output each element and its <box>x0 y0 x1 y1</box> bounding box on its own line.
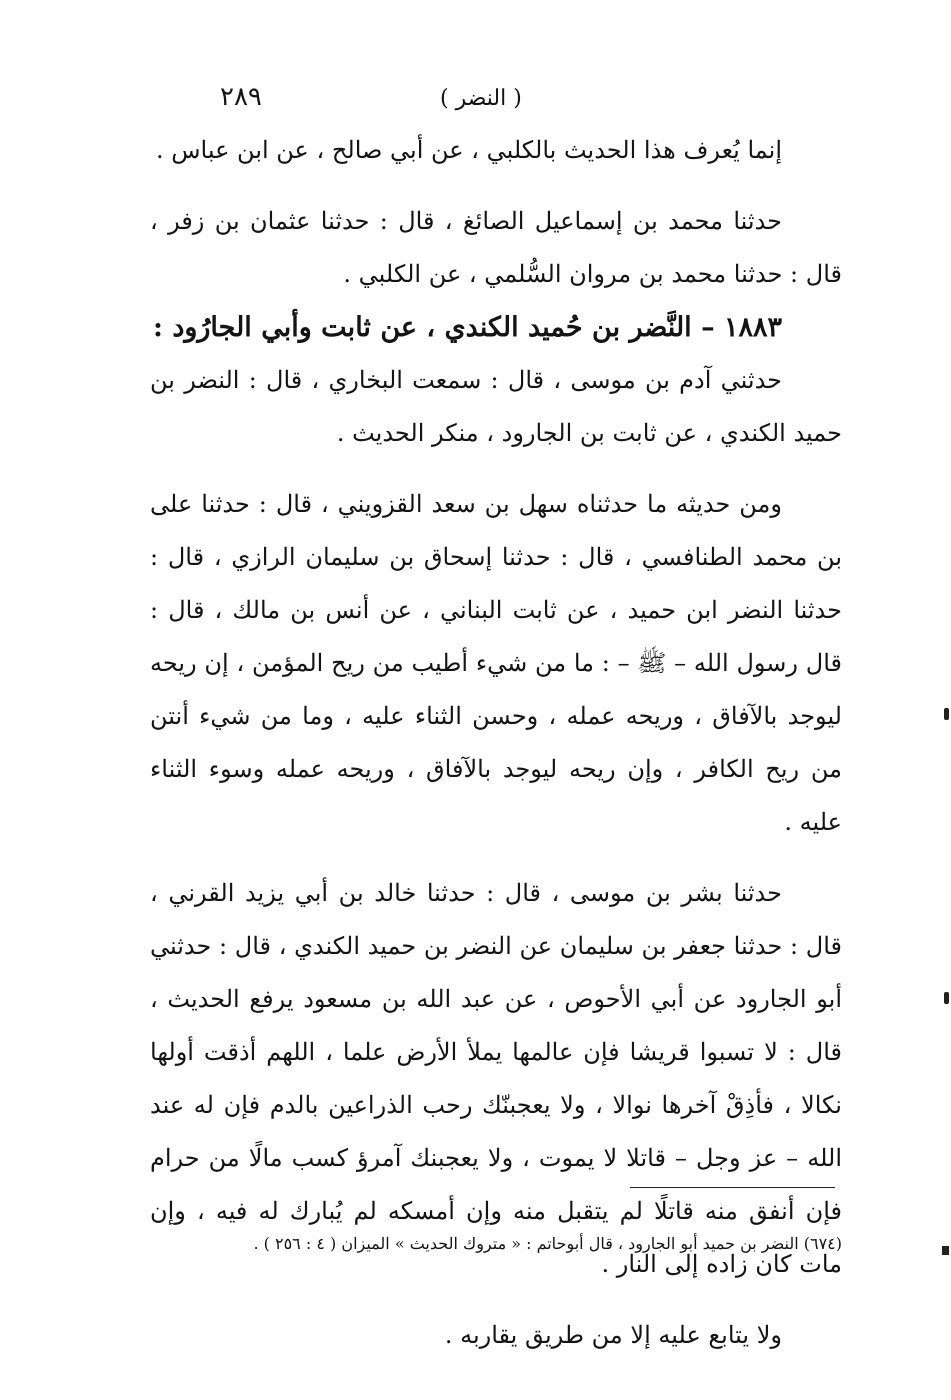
paragraph: حدثنا بشر بن موسى ، قال : حدثنا خالد بن أبي يزيد القرني ، قال : حدثنا جعفر بن سليمان عن النضر بن حميد الكندي ، قال : حدثني أبو الجارود عن أبي الأحوص ، عن عبد الله بن مسعود يرفع الحديث ، قال : لا تسبوا قريشا فإن عالمها يملأ الأرض علما ، اللهم أذقت أولها نكالا ، فأذِقْ آخرها نوالا ، ولا يعجبنّك رحب الذراعين بالدم فإن له عند الله – عز وجل – قاتلا لا يموت ، ولا يعجبنك آمرؤ كسب مالًا من حرام فإن أنفق منه قاتلًا لم يتقبل منه وإن أمسكه لم يُبارك له فيه ، وإن مات كان زاده إلى النار . <box>150 879 842 1278</box>
paragraph: حدثنا محمد بن إسماعيل الصائغ ، قال : حدثنا عثمان بن زفر ، قال : حدثنا محمد بن مروان السُّلمي ، عن الكلبي . <box>150 207 842 288</box>
main-text <box>150 124 842 1362</box>
scan-margin-mark <box>944 992 949 1004</box>
page-number: ٢٨٩ <box>220 82 262 112</box>
page-header <box>150 82 840 118</box>
paragraph: ومن حديثه ما حدثناه سهل بن سعد القزويني ، قال : حدثنا على بن محمد الطنافسي ، قال : حدثنا إسحاق بن سليمان الرازي ، قال : حدثنا النضر ابن حميد ، عن ثابت البناني ، عن أنس بن مالك ، قال : قال رسول الله – ﷺ – : ما من شيء أطيب من ريح المؤمن ، إن ريحه ليوجد بالآفاق ، وريحه عمله ، وحسن الثناء عليه ، وما من شيء أنتن من ريح الكافر ، وإن ريحه ليوجد بالآفاق ، وريحه عمله وسوء الثناء عليه . <box>150 490 842 836</box>
scan-margin-mark <box>944 708 949 720</box>
entry-heading: ١٨٨٣ – النَّضر بن حُميد الكندي ، عن ثابت وأبي الجارُود : <box>152 312 782 343</box>
footnote-divider <box>630 1187 835 1188</box>
footnote: (٦٧٤) النضر بن حميد أبو الجارود ، قال أبوحاتم : « متروك الحديث » الميزان ( ٤ : ٢٥٦ ) . <box>253 1234 842 1253</box>
continuation-line: إنما يُعرف هذا الحديث بالكلبي ، عن أبي صالح ، عن ابن عباس . <box>155 136 782 164</box>
scan-margin-mark <box>942 1246 949 1255</box>
paragraph: حدثني آدم بن موسى ، قال : سمعت البخاري ، قال : النضر بن حميد الكندي ، عن ثابت بن الجارود ، منكر الحديث . <box>150 366 842 447</box>
paragraph: ولا يتابع عليه إلا من طريق يقاربه . <box>444 1321 782 1349</box>
running-head: ( النضر ) <box>440 86 522 111</box>
